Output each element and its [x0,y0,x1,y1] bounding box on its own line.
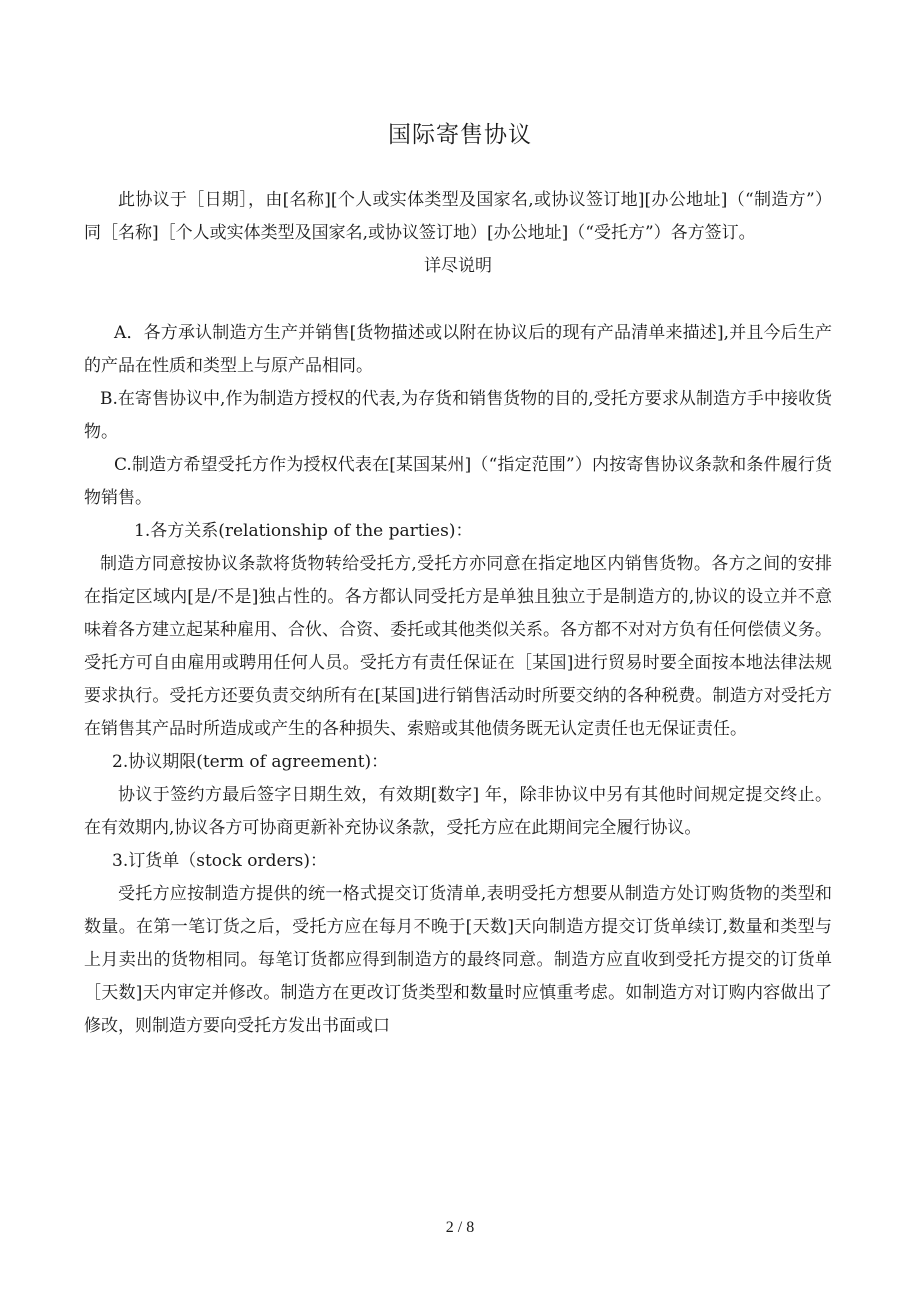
paragraph-gap [84,283,832,317]
clause-1-heading: 1.各方关系(relationship of the parties)： [134,521,473,541]
recital-a: A．各方承认制造方生产并销售[货物描述或以附在协议后的现有产品清单来描述],并且今后生产的产品在性质和类型上与原产品相同。 [84,323,832,376]
clause-2-text: 协议于签约方最后签字日期生效，有效期[数字] 年，除非协议中另有其他时间规定提交终止。在有效期内,协议各方可协商更新补充协议条款，受托方应在此期间完全履行协议。 [84,785,832,838]
document-title: 国际寄售协议 [388,122,532,148]
intro-paragraph: 此协议于［日期］，由[名称][个人或实体类型及国家名,或协议签订地][办公地址]（“制造方”）同［名称]［个人或实体类型及国家名,或协议签订地）[办公地址]（“受托方”）各方签订。 [84,190,832,243]
page-number: 2 / 8 [445,1219,475,1236]
section-heading: 详尽说明 [424,256,492,276]
clause-3-text: 受托方应按制造方提供的统一格式提交订货清单,表明受托方想要从制造方处订购货物的类型和数量。在第一笔订货之后，受托方应在每月不晚于[天数]天向制造方提交订货单续订,数量和类型与上月卖出的货物相同。每笔订货都应得到制造方的最终同意。制造方应直收到受托方提交的订货单［天数]天内审定并修改。制造方在更改订货类型和数量时应慎重考虑。如制造方对订购内容做出了修改，则制造方要向受托方发出书面或口 [84,884,832,1036]
clause-3-heading: 3.订货单（stock orders)： [112,851,328,871]
recital-c: C.制造方希望受托方作为授权代表在[某国某州]（“指定范围”）内按寄售协议条款和条件履行货物销售。 [84,455,832,508]
clause-2-heading: 2.协议期限(term of agreement)： [112,752,389,772]
recital-b: B.在寄售协议中,作为制造方授权的代表,为存货和销售货物的目的,受托方要求从制造方手中接收货物。 [84,389,832,442]
document-body [84,184,832,1043]
clause-1-text: 制造方同意按协议条款将货物转给受托方,受托方亦同意在指定地区内销售货物。各方之间的安排在指定区域内[是/不是]独占性的。各方都认同受托方是单独且独立于是制造方的,协议的设立并不意味着各方建立起某种雇用、合伙、合资、委托或其他类似关系。各方都不对对方负有任何偿债义务。受托方可自由雇用或聘用任何人员。受托方有责任保证在［某国]进行贸易时要全面按本地法律法规要求执行。受托方还要负责交纳所有在[某国]进行销售活动时所要交纳的各种税费。制造方对受托方在销售其产品时所造成或产生的各种损失、索赔或其他债务既无认定责任也无保证责任。 [84,554,832,739]
